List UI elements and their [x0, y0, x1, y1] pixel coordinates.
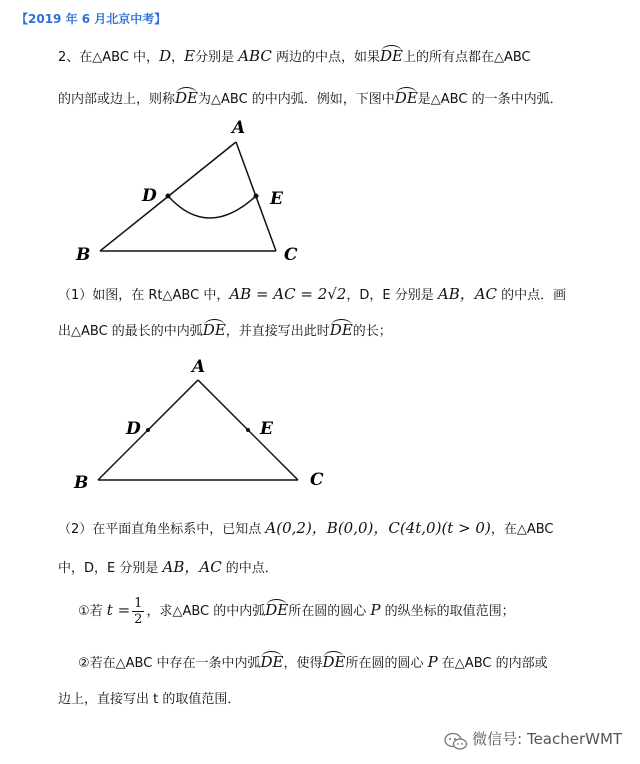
- fraction-one-half: [132, 596, 144, 627]
- part1-line-2: [58, 320, 392, 339]
- part1-text: ，并直接写出此时: [225, 324, 330, 339]
- intro-text: 2、在△ABC 中，: [58, 50, 160, 65]
- label-c: C: [284, 245, 298, 265]
- part2-text: ，在△ABC: [490, 522, 554, 537]
- arc-de: DE: [379, 47, 403, 65]
- label-d: D: [142, 186, 157, 206]
- point-d: D: [159, 47, 172, 65]
- point-p: P: [370, 601, 381, 619]
- fraction-denominator: 2: [134, 612, 143, 627]
- point-e-dot: [254, 194, 259, 199]
- part1-equation: AB = AC = 2√2: [229, 285, 347, 303]
- part1-text: 的中点．画: [497, 288, 567, 303]
- intro-line-1: [58, 46, 531, 65]
- intro-text: 两边的中点，如果: [271, 50, 380, 65]
- arc-de: DE: [394, 89, 418, 107]
- point-p: P: [427, 653, 438, 671]
- intro-text: 分别是: [195, 50, 239, 65]
- part1-text: （1）如图，在 Rt△ABC 中，: [58, 288, 230, 303]
- label-a: A: [232, 118, 246, 138]
- comma: ，: [171, 50, 185, 65]
- part2-text: 中，D，E 分别是: [58, 561, 163, 576]
- part2-text: （2）在平面直角坐标系中，已知点: [58, 522, 266, 537]
- question-2-line-2: [58, 688, 240, 707]
- q2-text: 边上，直接写出 t 的取值范围．: [58, 692, 241, 707]
- figure-1-triangle: [60, 115, 340, 275]
- q1-t-equals: t =: [106, 601, 131, 619]
- arc-de: DE: [260, 653, 284, 671]
- intro-text: 是△ABC 的一条中内弧．: [417, 92, 563, 107]
- figure-2-triangle: [60, 352, 340, 502]
- triangle-abc: ABC: [238, 47, 272, 65]
- label-b: B: [76, 245, 91, 265]
- part2-line-1: [58, 517, 554, 538]
- arc-de: DE: [322, 653, 346, 671]
- watermark-text: 微信号: TeacherWMT: [472, 730, 623, 748]
- part1-text: 出△ABC 的最长的中内弧: [58, 324, 203, 339]
- q1-text: 的纵坐标的取值范围；: [380, 604, 515, 619]
- source-tag: 【2019 年 6 月北京中考】: [16, 12, 167, 26]
- intro-text: 为△ABC 的中内弧．例如，下图中: [198, 92, 395, 107]
- q2-text: 所在圆的圆心: [345, 656, 428, 671]
- point-e: E: [184, 47, 196, 65]
- part1-text: ，D，E 分别是: [346, 288, 438, 303]
- part2-sides: AB，AC: [162, 558, 222, 576]
- label-c: C: [310, 470, 324, 490]
- part2-text: 的中点．: [221, 561, 278, 576]
- part2-points: A(0,2)，B(0,0)，C(4t,0)(t > 0): [265, 519, 491, 537]
- q1-text: ，求△ABC 的中内弧: [146, 604, 266, 619]
- label-e: E: [270, 189, 283, 209]
- q2-text: 在△ABC 的内部或: [437, 656, 548, 671]
- watermark: [444, 728, 622, 751]
- point-d-dot: [146, 428, 150, 432]
- q2-text: ，使得: [283, 656, 323, 671]
- question-1: [78, 596, 515, 627]
- intro-text: 上的所有点都在△ABC: [402, 50, 531, 65]
- question-2-line-1: [78, 652, 548, 671]
- label-e: E: [260, 419, 273, 439]
- part1-text: 的长；: [352, 324, 392, 339]
- part1-line-1: [58, 283, 566, 304]
- fraction-numerator: 1: [134, 596, 143, 611]
- point-d-dot: [166, 194, 171, 199]
- label-b: B: [74, 473, 89, 493]
- point-e-dot: [246, 428, 250, 432]
- intro-line-2: [58, 88, 563, 107]
- arc-de: DE: [202, 321, 226, 339]
- part1-sides: AB，AC: [437, 285, 498, 303]
- arc-de: DE: [175, 89, 198, 107]
- wechat-icon: [444, 731, 468, 751]
- arc-de-shape: [168, 196, 256, 218]
- label-a: A: [192, 357, 206, 377]
- q1-text: ①若: [78, 604, 107, 619]
- arc-de: DE: [265, 601, 289, 619]
- q1-text: 所在圆的圆心: [288, 604, 371, 619]
- q2-text: ②若在△ABC 中存在一条中内弧: [78, 656, 261, 671]
- intro-text: 的内部或边上，则称: [58, 92, 176, 107]
- part2-line-2: [58, 556, 278, 577]
- arc-de: DE: [329, 321, 353, 339]
- label-d: D: [126, 419, 141, 439]
